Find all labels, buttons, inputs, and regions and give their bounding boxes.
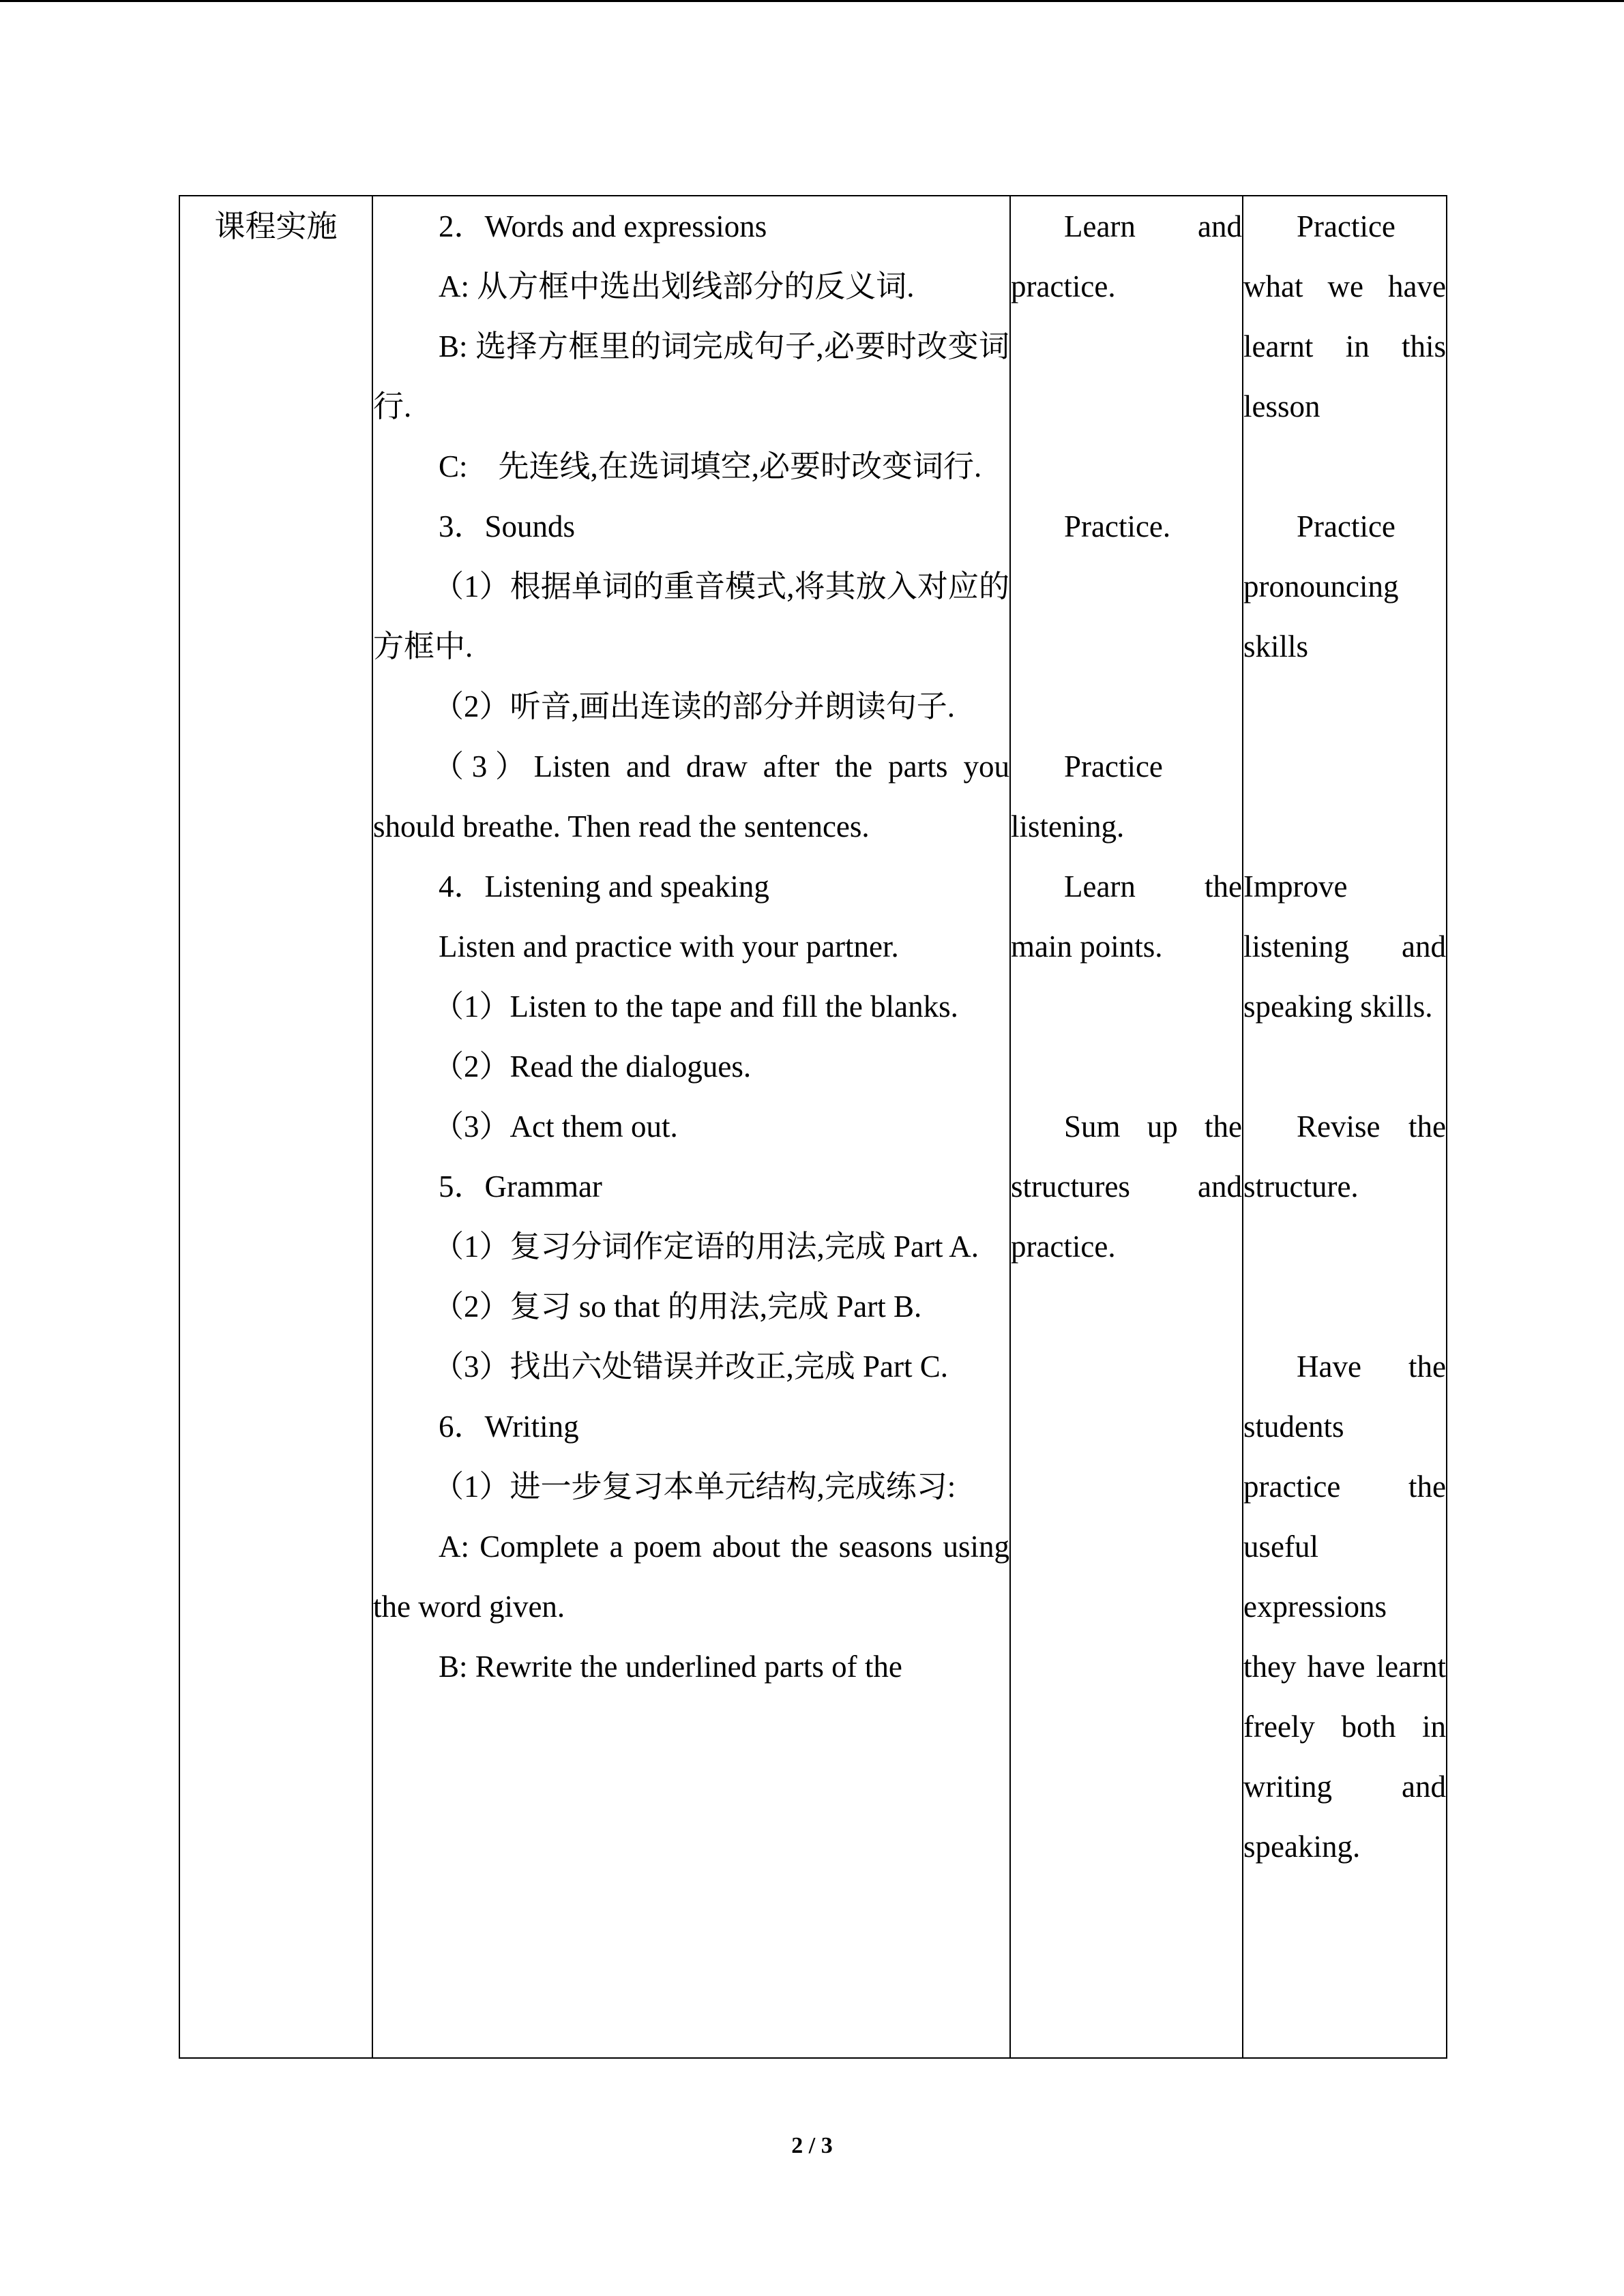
procedure-line: （1）根据单词的重音模式,将其放入对应的方框中. <box>373 569 1009 664</box>
lesson-table <box>179 195 1447 2059</box>
activity-item: Sum up the structures and practice. <box>1011 1109 1242 1264</box>
purpose-item: Improve listening and speaking skills. <box>1243 869 1446 1024</box>
table-row <box>179 196 1447 2058</box>
procedure-line: A: 从方框中选出划线部分的反义词. <box>439 269 915 303</box>
student-activities-cell <box>1010 196 1243 2058</box>
procedure-line: （1）进一步复习本单元结构,完成练习: <box>433 1470 956 1504</box>
procedure-line: （2）听音,画出连读的部分并朗读句子. <box>433 689 956 724</box>
purpose-item: Have the students practice the useful expressions they have learnt freely both in writing and speaking. <box>1243 1350 1446 1864</box>
procedure-line: B: 选择方框里的词完成句子,必要时改变词行. <box>373 329 1009 423</box>
procedure-heading: 3．Sounds <box>439 509 576 543</box>
activity-item: Learn and practice. <box>1011 209 1242 303</box>
procedure-line: （2）Read the dialogues. <box>433 1049 752 1084</box>
procedure-line: A: Complete a poem about the seasons using the word given. <box>373 1530 1009 1624</box>
procedure-line: （3）Listen and draw after the parts you should breathe. Then read the sentences. <box>373 749 1009 844</box>
procedure-heading: 6．Writing <box>439 1410 579 1444</box>
procedure-cell <box>372 196 1010 2058</box>
activity-item: Practice. <box>1064 509 1171 543</box>
procedure-line: （3）Act them out. <box>433 1109 678 1144</box>
procedure-heading: 5．Grammar <box>439 1169 602 1204</box>
purpose-cell <box>1243 196 1447 2058</box>
section-label: 课程实施 <box>214 209 338 243</box>
purpose-item: Revise the structure. <box>1243 1109 1446 1204</box>
procedure-heading: 2．Words and expressions <box>439 209 767 243</box>
procedure-line: （3）找出六处错误并改正,完成 Part C. <box>433 1350 949 1384</box>
procedure-line: Listen and practice with your partner. <box>439 929 899 964</box>
procedure-line: C: 先连线,在选词填空,必要时改变词行. <box>439 449 982 483</box>
page-number: 2 / 3 <box>791 2133 833 2158</box>
procedure-line: （1）复习分词作定语的用法,完成 Part A. <box>433 1229 979 1264</box>
purpose-item: Practice what we have learnt in this lesson <box>1243 209 1446 423</box>
procedure-line: （2）复习 so that 的用法,完成 Part B. <box>433 1289 922 1324</box>
activity-item: Learn the main points. <box>1011 869 1242 964</box>
purpose-item: Practice pronouncing skills <box>1243 509 1399 664</box>
procedure-heading: 4．Listening and speaking <box>439 869 769 904</box>
top-border-line <box>0 0 1624 2</box>
activity-item: Practice listening. <box>1011 749 1163 844</box>
section-label-cell <box>179 196 372 2058</box>
procedure-line: （1）Listen to the tape and fill the blanks. <box>433 989 958 1024</box>
procedure-line: B: Rewrite the underlined parts of the <box>439 1650 902 1684</box>
